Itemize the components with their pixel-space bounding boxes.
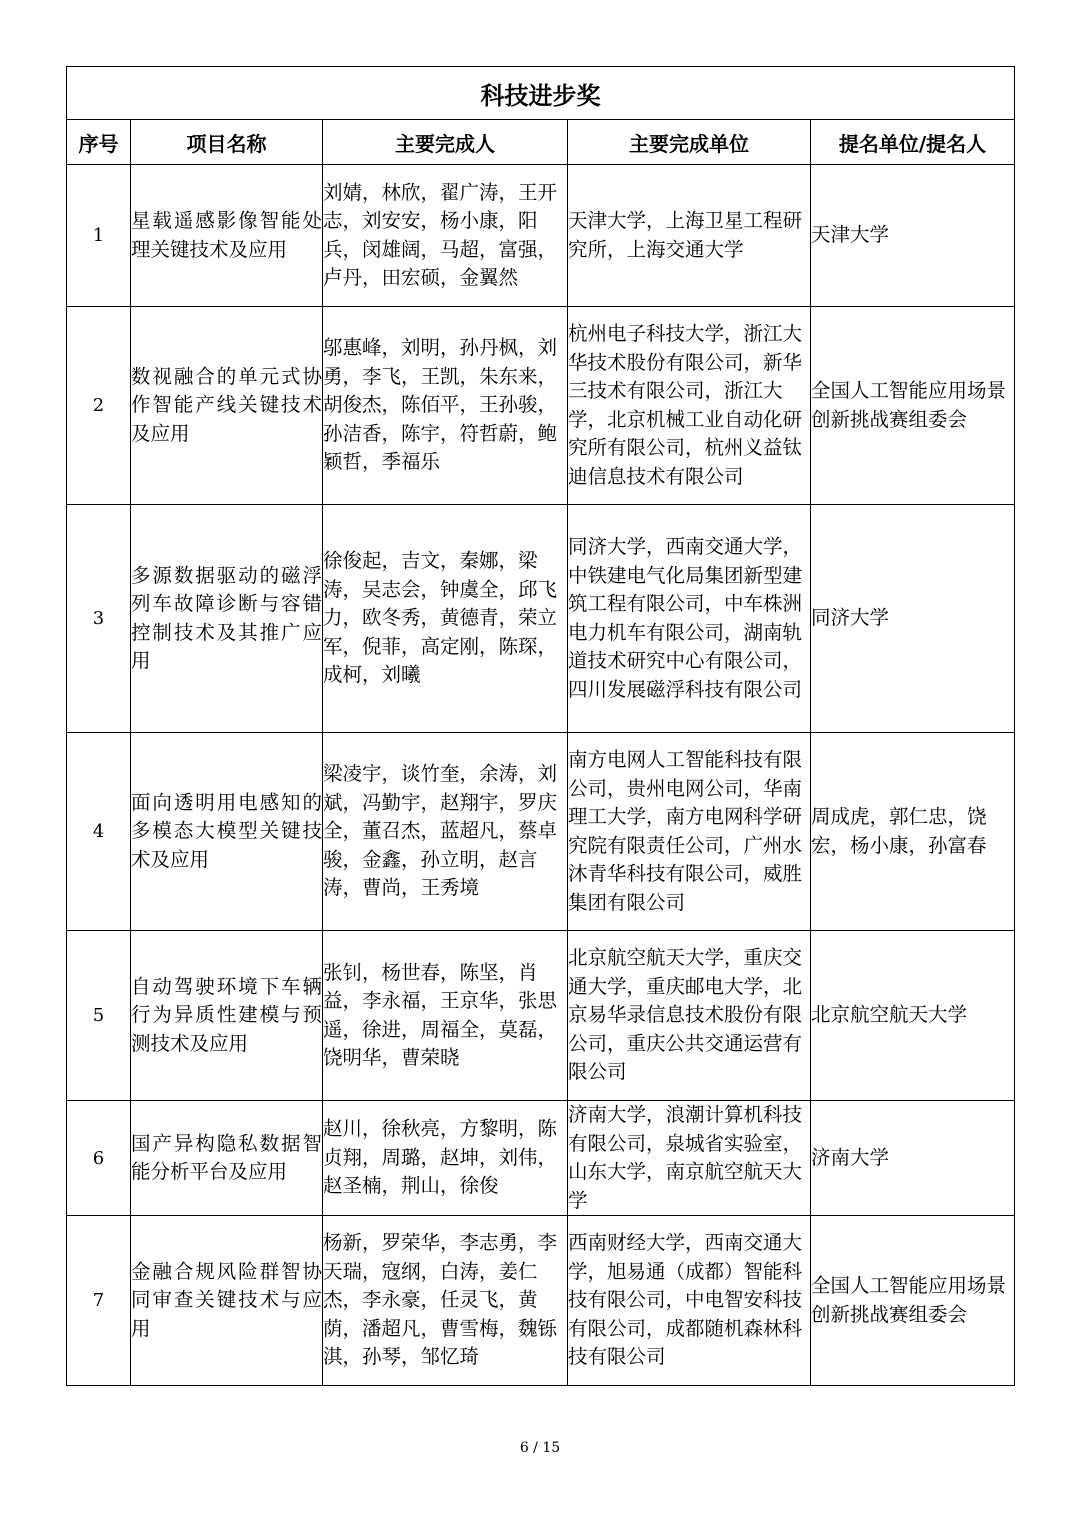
row-number: 6 <box>67 1101 131 1216</box>
header-main-contributors: 主要完成人 <box>323 120 568 165</box>
header-number: 序号 <box>67 120 131 165</box>
nominator-cell: 全国人工智能应用场景创新挑战赛组委会 <box>811 307 1015 505</box>
main-units-cell: 南方电网人工智能科技有限公司，贵州电网公司，华南理工大学，南方电网科学研究院有限责任公司，广州水沐青华科技有限公司，威胜集团有限公司 <box>568 733 811 931</box>
table-row <box>67 307 1015 505</box>
row-number: 5 <box>67 931 131 1101</box>
main-units-cell: 北京航空航天大学，重庆交通大学，重庆邮电大学，北京易华录信息技术股份有限公司，重庆公共交通运营有限公司 <box>568 931 811 1101</box>
table-row <box>67 1216 1015 1386</box>
table-title: 科技进步奖 <box>67 67 1015 120</box>
main-units-cell: 天津大学，上海卫星工程研究所，上海交通大学 <box>568 165 811 307</box>
project-name-cell: 多源数据驱动的磁浮列车故障诊断与容错控制技术及其推广应用 <box>131 505 323 733</box>
header-main-units: 主要完成单位 <box>568 120 811 165</box>
project-name-cell: 金融合规风险群智协同审查关键技术与应用 <box>131 1216 323 1386</box>
row-number: 7 <box>67 1216 131 1386</box>
main-units-cell: 济南大学，浪潮计算机科技有限公司，泉城省实验室，山东大学，南京航空航天大学 <box>568 1101 811 1216</box>
header-row <box>67 120 1015 165</box>
nominator-cell: 济南大学 <box>811 1101 1015 1216</box>
nominator-cell: 天津大学 <box>811 165 1015 307</box>
nominator-cell: 全国人工智能应用场景创新挑战赛组委会 <box>811 1216 1015 1386</box>
main-contributors-cell: 徐俊起，吉文，秦娜，梁涛，吴志会，钟虞全，邱飞力，欧冬秀，黄德青，荣立军，倪菲，高定刚，陈琛，成柯，刘曦 <box>323 505 568 733</box>
table-row <box>67 1101 1015 1216</box>
project-name-cell: 自动驾驶环境下车辆行为异质性建模与预测技术及应用 <box>131 931 323 1101</box>
row-number: 1 <box>67 165 131 307</box>
main-contributors-cell: 邬惠峰，刘明，孙丹枫，刘勇，李飞，王凯，朱东来，胡俊杰，陈佰平，王孙骏，孙洁香，陈宇，符哲蔚，鲍颖哲，季福乐 <box>323 307 568 505</box>
main-units-cell: 同济大学，西南交通大学，中铁建电气化局集团新型建筑工程有限公司，中车株洲电力机车有限公司，湖南轨道技术研究中心有限公司，四川发展磁浮科技有限公司 <box>568 505 811 733</box>
table-row <box>67 165 1015 307</box>
nominator-cell: 周成虎，郭仁忠，饶宏，杨小康，孙富春 <box>811 733 1015 931</box>
main-contributors-cell: 杨新，罗荣华，李志勇，李天瑞，寇纲，白涛，姜仁杰，李永豪，任灵飞，黄荫，潘超凡，曹雪梅，魏铄淇，孙琴，邹忆琦 <box>323 1216 568 1386</box>
header-project-name: 项目名称 <box>131 120 323 165</box>
row-number: 3 <box>67 505 131 733</box>
row-number: 2 <box>67 307 131 505</box>
table-row <box>67 733 1015 931</box>
table-row <box>67 505 1015 733</box>
award-table <box>66 66 1015 1386</box>
project-name-cell: 面向透明用电感知的多模态大模型关键技术及应用 <box>131 733 323 931</box>
table-row <box>67 931 1015 1101</box>
main-contributors-cell: 张钊，杨世春，陈坚，肖益，李永福，王京华，张思遥，徐进，周福全，莫磊，饶明华，曹荣晓 <box>323 931 568 1101</box>
header-nominator: 提名单位/提名人 <box>811 120 1015 165</box>
project-name-cell: 星载遥感影像智能处理关键技术及应用 <box>131 165 323 307</box>
row-number: 4 <box>67 733 131 931</box>
main-contributors-cell: 刘婧，林欣，翟广涛，王开志，刘安安，杨小康，阳兵，闵雄阔，马超，富强，卢丹，田宏硕，金翼然 <box>323 165 568 307</box>
main-units-cell: 杭州电子科技大学，浙江大华技术股份有限公司，新华三技术有限公司，浙江大学，北京机械工业自动化研究所有限公司，杭州义益钛迪信息技术有限公司 <box>568 307 811 505</box>
nominator-cell: 北京航空航天大学 <box>811 931 1015 1101</box>
main-contributors-cell: 梁凌宇，谈竹奎，余涛，刘斌，冯勤宇，赵翔宇，罗庆全，董召杰，蓝超凡，蔡卓骏，金鑫，孙立明，赵言涛，曹尚，王秀境 <box>323 733 568 931</box>
project-name-cell: 数视融合的单元式协作智能产线关键技术及应用 <box>131 307 323 505</box>
project-name-cell: 国产异构隐私数据智能分析平台及应用 <box>131 1101 323 1216</box>
page-indicator: 6 / 15 <box>519 1440 561 1456</box>
main-contributors-cell: 赵川，徐秋亮，方黎明，陈贞翔，周璐，赵坤，刘伟，赵圣楠，荆山，徐俊 <box>323 1101 568 1216</box>
nominator-cell: 同济大学 <box>811 505 1015 733</box>
main-units-cell: 西南财经大学，西南交通大学，旭易通（成都）智能科技有限公司，中电智安科技有限公司，成都随机森林科技有限公司 <box>568 1216 811 1386</box>
